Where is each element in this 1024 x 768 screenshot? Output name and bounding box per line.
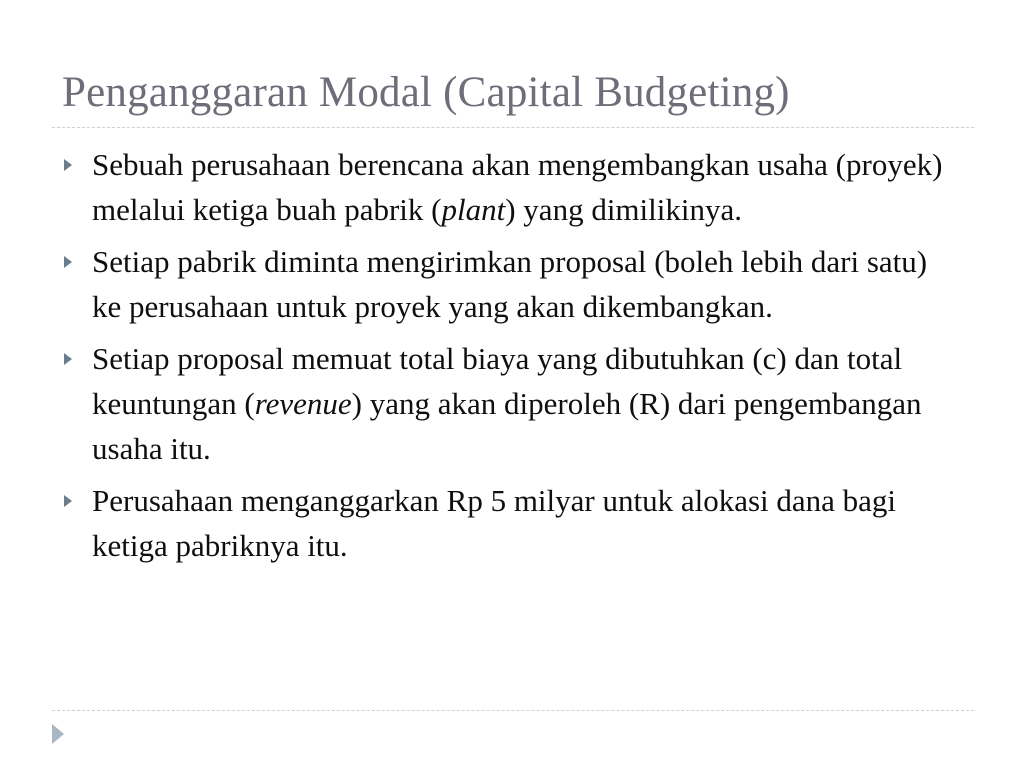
bullet-text <box>92 483 896 563</box>
bullet-list <box>60 142 960 575</box>
bullet-text <box>92 147 942 227</box>
bullet-text-part: Setiap pabrik diminta mengirimkan proposal (boleh lebih dari satu) ke perusahaan untuk proyek yang akan dikembangkan. <box>92 244 928 324</box>
bullet-text-part: ) yang dimilikinya. <box>505 192 743 227</box>
bullet-item <box>60 336 960 471</box>
bullet-text-italic: plant <box>441 192 506 227</box>
bullet-item <box>60 239 960 329</box>
triangle-right-icon <box>64 159 72 171</box>
bullet-text-part: Perusahaan menganggarkan Rp 5 milyar untuk alokasi dana bagi ketiga pabriknya itu. <box>92 483 897 563</box>
bullet-item <box>60 478 960 568</box>
triangle-right-icon <box>64 256 72 268</box>
bullet-text <box>92 341 922 466</box>
triangle-right-icon <box>64 353 72 365</box>
bullet-text-part: Setiap proposal memuat total biaya yang dibutuhkan (c) dan total keuntungan ( <box>92 341 903 421</box>
bullet-text <box>92 244 927 324</box>
next-slide-icon[interactable] <box>52 724 64 744</box>
bullet-text-italic: revenue <box>254 386 352 421</box>
slide-title: Penganggaran Modal (Capital Budgeting) <box>62 69 790 116</box>
footer-divider <box>52 710 974 711</box>
bullet-text-part: ) yang akan diperoleh (R) dari pengembangan usaha itu. <box>92 386 922 466</box>
triangle-right-icon <box>64 495 72 507</box>
bullet-item <box>60 142 960 232</box>
title-divider <box>52 127 974 128</box>
bullet-text-part: Sebuah perusahaan berencana akan mengembangkan usaha (proyek) melalui ketiga buah pabrik ( <box>92 147 943 227</box>
